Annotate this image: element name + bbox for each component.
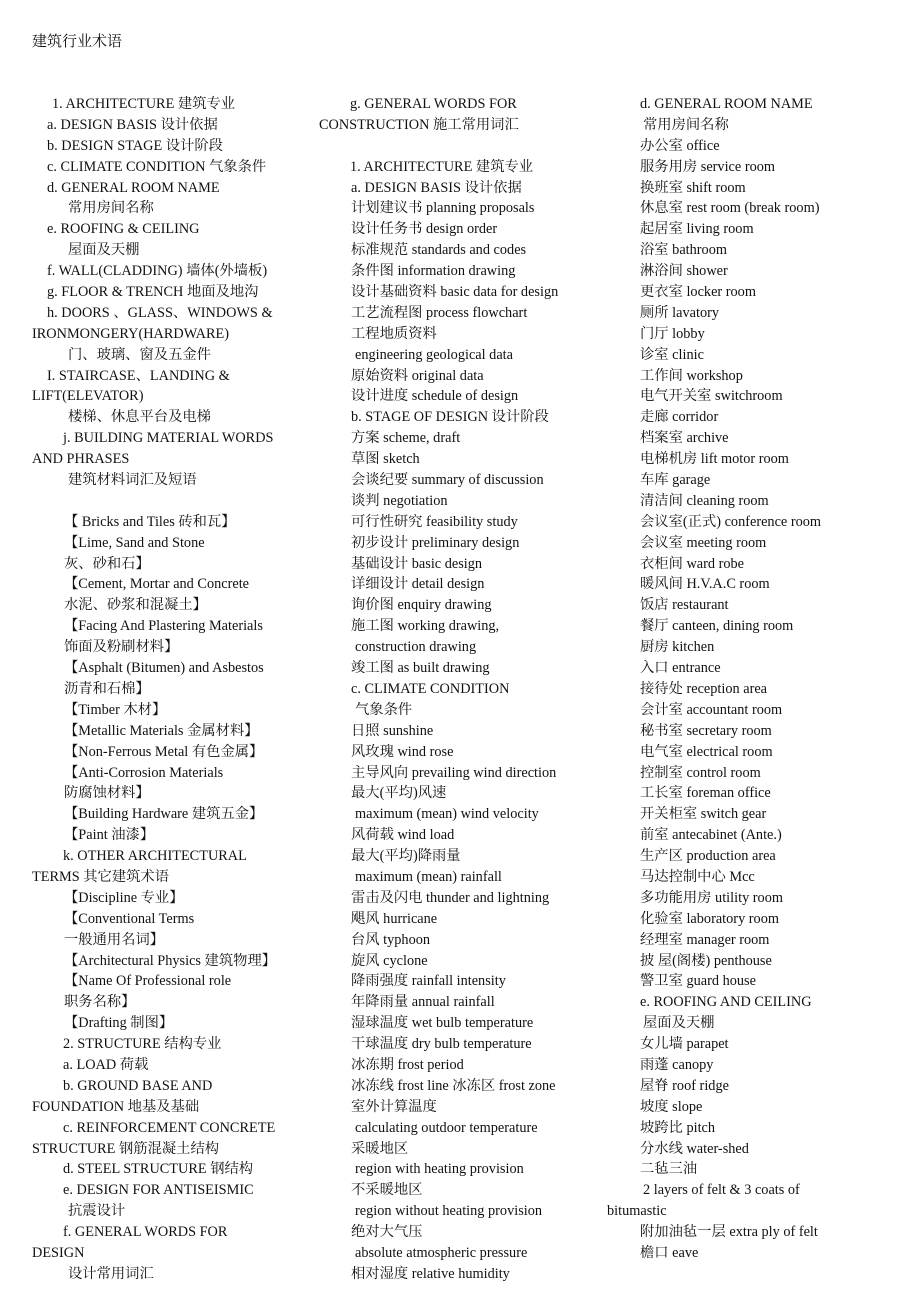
term-line: 生产区 production area bbox=[640, 848, 776, 865]
term-line: 【Discipline 专业】 bbox=[64, 889, 184, 906]
term-line: 档案室 archive bbox=[640, 430, 729, 447]
document-title: 建筑行业术语 bbox=[32, 34, 123, 50]
term-line: region with heating provision bbox=[355, 1161, 524, 1178]
term-line: 会计室 accountant room bbox=[640, 701, 783, 718]
term-line: LIFT(ELEVATOR) bbox=[32, 388, 144, 405]
term-line: 主导风向 prevailing wind direction bbox=[351, 764, 557, 781]
term-line: 附加油毡一层 extra ply of felt bbox=[640, 1224, 818, 1241]
term-line: 多功能用房 utility room bbox=[640, 889, 783, 906]
term-line: CONSTRUCTION 施工常用词汇 bbox=[319, 116, 519, 133]
term-line: 日照 sunshine bbox=[351, 722, 434, 739]
term-line: 【Lime, Sand and Stone bbox=[64, 534, 205, 551]
term-line: 原始资料 original data bbox=[351, 367, 484, 384]
term-line: b. STAGE OF DESIGN 设计阶段 bbox=[351, 409, 549, 426]
term-line: 更衣室 locker room bbox=[640, 284, 756, 301]
term-line: 厨房 kitchen bbox=[640, 639, 715, 656]
term-line: 【Conventional Terms bbox=[64, 910, 195, 927]
term-line: 雨蓬 canopy bbox=[640, 1056, 714, 1073]
term-line: 走廊 corridor bbox=[640, 409, 719, 426]
term-line: g. FLOOR & TRENCH 地面及地沟 bbox=[47, 284, 259, 301]
term-line: AND PHRASES bbox=[32, 451, 130, 468]
term-line: TERMS 其它建筑术语 bbox=[32, 868, 170, 885]
term-line: 警卫室 guard house bbox=[640, 973, 756, 990]
term-line: 会议室 meeting room bbox=[640, 534, 767, 551]
term-line: j. BUILDING MATERIAL WORDS bbox=[63, 430, 274, 447]
term-line: 秘书室 secretary room bbox=[640, 722, 772, 739]
term-line: bitumastic bbox=[607, 1203, 667, 1220]
term-line: a. DESIGN BASIS 设计依据 bbox=[351, 179, 522, 196]
blank-line bbox=[32, 491, 317, 512]
term-line: 【Architectural Physics 建筑物理】 bbox=[64, 952, 277, 969]
term-line: 会谈纪要 summary of discussion bbox=[351, 472, 544, 489]
term-line: 【Facing And Plastering Materials bbox=[64, 618, 263, 635]
term-line: 设计进度 schedule of design bbox=[351, 388, 519, 405]
term-line: d. STEEL STRUCTURE 钢结构 bbox=[63, 1161, 254, 1178]
page-header bbox=[32, 32, 122, 52]
term-line: 谈判 negotiation bbox=[351, 492, 448, 509]
term-line: maximum (mean) wind velocity bbox=[355, 806, 539, 823]
term-line: 衣柜间 ward robe bbox=[640, 555, 745, 572]
term-line: 常用房间名称 bbox=[643, 116, 729, 133]
term-line: 清洁间 cleaning room bbox=[640, 492, 769, 509]
term-line: c. CLIMATE CONDITION bbox=[351, 680, 510, 697]
term-line: 经理室 manager room bbox=[640, 931, 770, 948]
term-line: 坡跨比 pitch bbox=[640, 1119, 716, 1136]
term-line: 室外计算温度 bbox=[351, 1098, 437, 1115]
term-line: 详细设计 detail design bbox=[351, 576, 485, 593]
term-line: 采暖地区 bbox=[351, 1140, 409, 1157]
term-line: 冰冻线 frost line 冰冻区 frost zone bbox=[351, 1077, 556, 1094]
term-line: 门、玻璃、窗及五金件 bbox=[68, 346, 211, 363]
term-line: 不采暖地区 bbox=[351, 1182, 423, 1199]
term-line: 【Paint 油漆】 bbox=[64, 827, 155, 844]
term-line: e. DESIGN FOR ANTISEISMIC bbox=[63, 1182, 254, 1199]
term-line: 起居室 living room bbox=[640, 221, 754, 238]
term-line: 标准规范 standards and codes bbox=[351, 242, 527, 259]
term-line: 工艺流程图 process flowchart bbox=[351, 304, 528, 321]
term-line: 水泥、砂浆和混凝土】 bbox=[64, 597, 207, 614]
term-line: 设计任务书 design order bbox=[351, 221, 498, 238]
column-left bbox=[32, 94, 317, 1285]
term-line: 干球温度 dry bulb temperature bbox=[351, 1036, 532, 1053]
blank-line bbox=[319, 136, 599, 157]
term-line: 风荷载 wind load bbox=[351, 827, 455, 844]
term-line: 前室 antecabinet (Ante.) bbox=[640, 827, 782, 844]
term-line: 【Anti-Corrosion Materials bbox=[64, 764, 224, 781]
term-line: engineering geological data bbox=[355, 346, 513, 363]
term-line: 方案 scheme, draft bbox=[351, 430, 461, 447]
term-line: 马达控制中心 Mcc bbox=[640, 868, 755, 885]
term-line: g. GENERAL WORDS FOR bbox=[350, 96, 517, 112]
term-line: d. GENERAL ROOM NAME bbox=[640, 96, 813, 112]
term-line: f. WALL(CLADDING) 墙体(外墙板) bbox=[47, 263, 268, 280]
term-line: 最大(平均)降雨量 bbox=[351, 848, 461, 865]
term-line: 电气开关室 switchroom bbox=[640, 388, 783, 405]
term-line: 【Name Of Professional role bbox=[64, 973, 232, 990]
term-line: 气象条件 bbox=[355, 701, 413, 718]
term-line: IRONMONGERY(HARDWARE) bbox=[32, 325, 229, 342]
term-line: 【Asphalt (Bitumen) and Asbestos bbox=[64, 660, 264, 677]
term-line: 询价图 enquiry drawing bbox=[351, 597, 492, 614]
term-line: 防腐蚀材料】 bbox=[64, 785, 150, 802]
term-line: region without heating provision bbox=[355, 1203, 543, 1220]
term-line: 控制室 control room bbox=[640, 764, 761, 781]
term-line: 屋面及天棚 bbox=[68, 242, 140, 259]
term-line: 设计基础资料 basic data for design bbox=[351, 284, 559, 301]
term-line: e. ROOFING AND CEILING bbox=[640, 994, 812, 1011]
term-line: 门厅 lobby bbox=[640, 325, 705, 342]
term-line: 设计常用词汇 bbox=[68, 1265, 154, 1282]
term-line: 常用房间名称 bbox=[68, 200, 154, 217]
term-line: a. LOAD 荷载 bbox=[63, 1056, 149, 1073]
term-line: 饰面及粉刷材料】 bbox=[64, 639, 179, 656]
column-middle bbox=[319, 94, 599, 1285]
term-line: 基础设计 basic design bbox=[351, 555, 483, 572]
term-line: 二毡三油 bbox=[640, 1161, 698, 1178]
term-line: 屋脊 roof ridge bbox=[640, 1077, 729, 1094]
term-line: 入口 entrance bbox=[640, 660, 721, 677]
term-line: 接待处 reception area bbox=[640, 680, 768, 697]
term-line: 1. ARCHITECTURE 建筑专业 bbox=[52, 96, 236, 112]
term-line: 化验室 laboratory room bbox=[640, 910, 779, 927]
term-line: 飓风 hurricane bbox=[351, 910, 438, 927]
term-line: 淋浴间 shower bbox=[640, 263, 728, 280]
term-line: 开关柜室 switch gear bbox=[640, 806, 767, 823]
term-line: e. ROOFING & CEILING bbox=[47, 221, 200, 238]
term-line: 饭店 restaurant bbox=[640, 597, 729, 614]
term-line: 女儿墙 parapet bbox=[640, 1036, 729, 1053]
term-line: 最大(平均)风速 bbox=[351, 785, 447, 802]
term-line: 工长室 foreman office bbox=[640, 785, 771, 802]
term-line: I. STAIRCASE、LANDING & bbox=[47, 367, 230, 384]
term-line: k. OTHER ARCHITECTURAL bbox=[63, 848, 247, 865]
term-line: 抗震设计 bbox=[68, 1203, 126, 1220]
term-line: 檐口 eave bbox=[640, 1244, 699, 1261]
term-line: 相对湿度 relative humidity bbox=[351, 1265, 510, 1282]
term-line: 年降雨量 annual rainfall bbox=[351, 994, 495, 1011]
term-line: 建筑材料词汇及短语 bbox=[68, 472, 197, 489]
term-line: h. DOORS 、GLASS、WINDOWS & bbox=[47, 304, 273, 321]
term-line: 厕所 lavatory bbox=[640, 304, 720, 321]
term-line: b. GROUND BASE AND bbox=[63, 1077, 213, 1094]
term-line: 服务用房 service room bbox=[640, 158, 775, 175]
term-line: 坡度 slope bbox=[640, 1098, 703, 1115]
term-line: 浴室 bathroom bbox=[640, 242, 727, 259]
term-line: 初步设计 preliminary design bbox=[351, 534, 520, 551]
term-line: 工作间 workshop bbox=[640, 367, 743, 384]
term-line: 可行性研究 feasibility study bbox=[351, 513, 518, 530]
term-line: 办公室 office bbox=[640, 137, 720, 154]
term-line: 绝对大气压 bbox=[351, 1224, 423, 1241]
term-line: 降雨强度 rainfall intensity bbox=[351, 973, 506, 990]
term-line: 分水线 water-shed bbox=[640, 1140, 749, 1157]
term-line: 风玫瑰 wind rose bbox=[351, 743, 454, 760]
term-line: absolute atmospheric pressure bbox=[355, 1244, 528, 1261]
term-line: DESIGN bbox=[32, 1244, 85, 1261]
term-line: f. GENERAL WORDS FOR bbox=[63, 1224, 228, 1241]
term-line: 【Metallic Materials 金属材料】 bbox=[64, 722, 259, 739]
term-line: 会议室(正式) conference room bbox=[640, 513, 822, 530]
term-line: 2 layers of felt & 3 coats of bbox=[643, 1182, 800, 1199]
term-line: 披 屋(阁楼) penthouse bbox=[640, 952, 772, 969]
term-line: 电气室 electrical room bbox=[640, 743, 773, 760]
term-line: 计划建议书 planning proposals bbox=[351, 200, 535, 217]
term-line: 条件图 information drawing bbox=[351, 263, 516, 280]
term-line: 工程地质资料 bbox=[351, 325, 437, 342]
term-line: a. DESIGN BASIS 设计依据 bbox=[47, 116, 218, 133]
column-right bbox=[607, 94, 907, 1264]
term-line: 1. ARCHITECTURE 建筑专业 bbox=[350, 158, 534, 175]
term-line: 雷击及闪电 thunder and lightning bbox=[351, 889, 550, 906]
term-line: 台风 typhoon bbox=[351, 931, 431, 948]
term-line: 【 Bricks and Tiles 砖和瓦】 bbox=[64, 513, 236, 530]
term-line: 【Cement, Mortar and Concrete bbox=[64, 576, 250, 593]
term-line: c. REINFORCEMENT CONCRETE bbox=[63, 1119, 276, 1136]
term-line: STRUCTURE 钢筋混凝土结构 bbox=[32, 1140, 220, 1157]
term-line: b. DESIGN STAGE 设计阶段 bbox=[47, 137, 223, 154]
term-line: 【Timber 木材】 bbox=[64, 701, 167, 718]
term-line: 草图 sketch bbox=[351, 451, 420, 468]
term-line: 休息室 rest room (break room) bbox=[640, 200, 820, 217]
term-line: 车库 garage bbox=[640, 472, 711, 489]
term-line: 【Building Hardware 建筑五金】 bbox=[64, 806, 264, 823]
term-line: 2. STRUCTURE 结构专业 bbox=[63, 1036, 222, 1053]
term-line: 灰、砂和石】 bbox=[64, 555, 150, 572]
term-line: 暖风间 H.V.A.C room bbox=[640, 576, 770, 593]
term-line: 湿球温度 wet bulb temperature bbox=[351, 1015, 534, 1032]
term-line: d. GENERAL ROOM NAME bbox=[47, 179, 220, 196]
term-line: 施工图 working drawing, bbox=[351, 618, 500, 635]
term-line: 电梯机房 lift motor room bbox=[640, 451, 789, 468]
term-line: 【Non-Ferrous Metal 有色金属】 bbox=[64, 743, 264, 760]
term-line: 冰冻期 frost period bbox=[351, 1056, 464, 1073]
term-line: calculating outdoor temperature bbox=[355, 1119, 538, 1136]
term-line: FOUNDATION 地基及基础 bbox=[32, 1098, 200, 1115]
term-line: 换班室 shift room bbox=[640, 179, 746, 196]
term-line: 餐厅 canteen, dining room bbox=[640, 618, 794, 635]
term-line: 职务名称】 bbox=[64, 994, 136, 1011]
term-line: c. CLIMATE CONDITION 气象条件 bbox=[47, 158, 267, 175]
term-line: 屋面及天棚 bbox=[643, 1015, 715, 1032]
term-line: 【Drafting 制图】 bbox=[64, 1015, 174, 1032]
term-line: 诊室 clinic bbox=[640, 346, 704, 363]
term-line: 旋风 cyclone bbox=[351, 952, 428, 969]
term-line: 一般通用名词】 bbox=[64, 931, 165, 948]
term-line: construction drawing bbox=[355, 639, 477, 656]
term-line: 沥青和石棉】 bbox=[64, 680, 150, 697]
term-line: maximum (mean) rainfall bbox=[355, 868, 502, 885]
term-line: 竣工图 as built drawing bbox=[351, 660, 490, 677]
term-line: 楼梯、休息平台及电梯 bbox=[68, 409, 211, 426]
